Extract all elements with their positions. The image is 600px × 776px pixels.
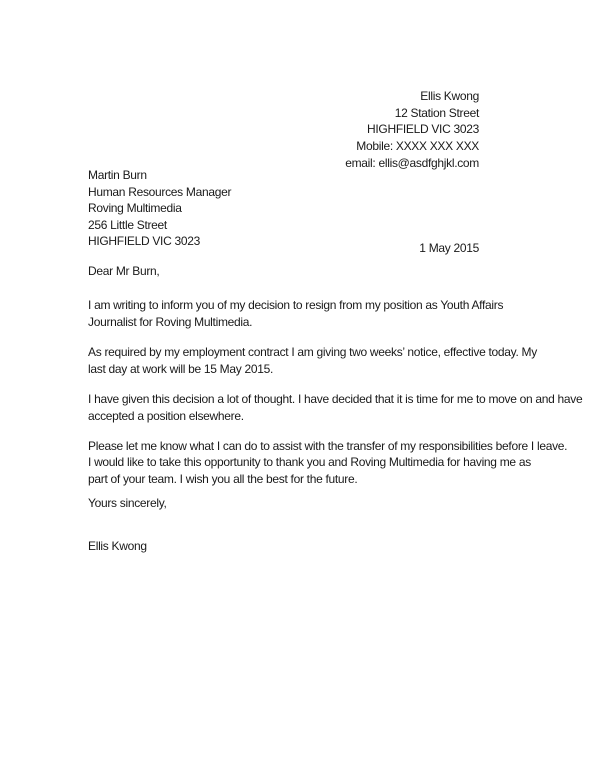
paragraph-line: Journalist for Roving Multimedia. xyxy=(88,315,253,329)
recipient-city: HIGHFIELD VIC 3023 xyxy=(88,234,200,248)
salutation: Dear Mr Burn, xyxy=(88,264,160,278)
recipient-street: 256 Little Street xyxy=(88,218,167,232)
recipient-name: Martin Burn xyxy=(88,168,147,182)
closing: Yours sincerely, xyxy=(88,496,167,510)
paragraph-line: I am writing to inform you of my decision to resign from my position as Youth Affairs xyxy=(88,298,504,312)
paragraph-line: I have given this decision a lot of thought. I have decided that it is time for me to move on and have xyxy=(88,392,583,406)
paragraph-line: part of your team. I wish you all the best for the future. xyxy=(88,472,358,486)
signature-name: Ellis Kwong xyxy=(88,539,147,553)
paragraph-line: Please let me know what I can do to assist with the transfer of my responsibilities before I leave. xyxy=(88,439,568,453)
paragraph-line: accepted a position elsewhere. xyxy=(88,409,244,423)
sender-mobile: Mobile: XXXX XXX XXX xyxy=(356,139,479,153)
sender-city: HIGHFIELD VIC 3023 xyxy=(367,122,479,136)
sender-name: Ellis Kwong xyxy=(420,89,479,103)
sender-email: email: ellis@asdfghjkl.com xyxy=(345,156,479,170)
recipient-company: Roving Multimedia xyxy=(88,201,182,215)
paragraph-line: last day at work will be 15 May 2015. xyxy=(88,362,273,376)
sender-street: 12 Station Street xyxy=(394,106,479,120)
paragraph-line: I would like to take this opportunity to thank you and Roving Multimedia for having me as xyxy=(88,455,531,469)
letter-date: 1 May 2015 xyxy=(419,241,479,255)
paragraph-line: As required by my employment contract I am giving two weeks’ notice, effective today. My xyxy=(88,345,537,359)
recipient-title: Human Resources Manager xyxy=(88,185,232,199)
